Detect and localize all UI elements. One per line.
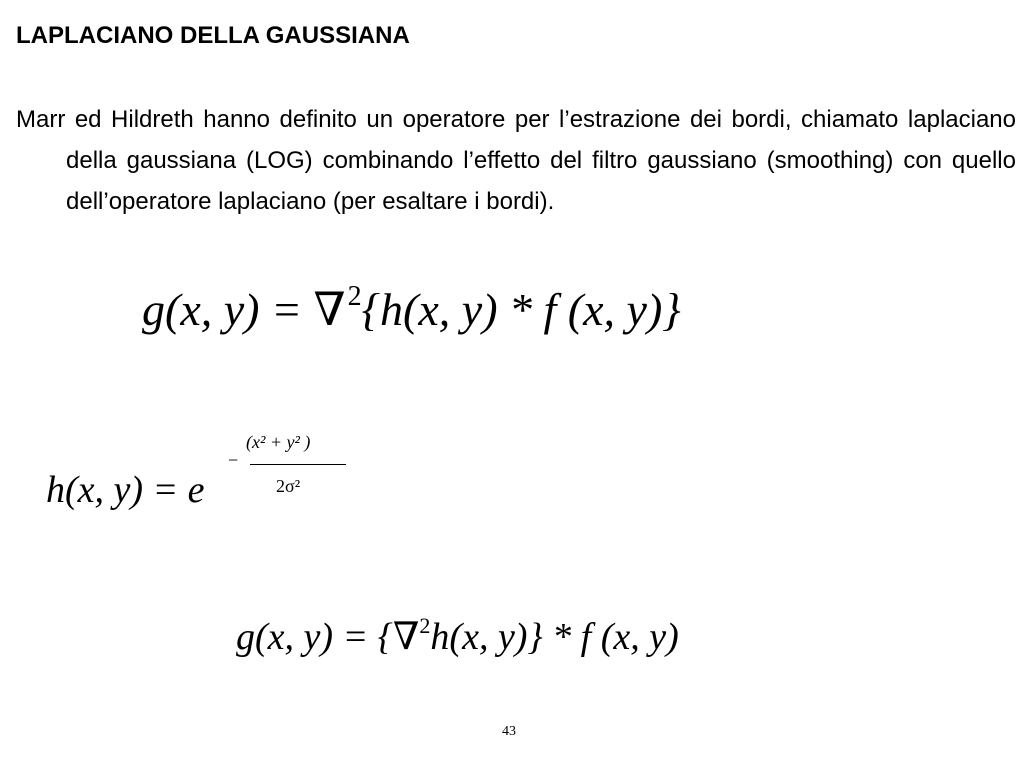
- equation-rhs: {h(x, y) * f (x, y)}: [361, 284, 681, 335]
- equation-lhs: g(x, y) = {∇: [236, 616, 420, 658]
- equation-lhs: h(x, y) = e: [46, 469, 205, 511]
- slide-title: LAPLACIANO DELLA GAUSSIANA: [16, 22, 410, 49]
- equation-power: 2: [347, 281, 362, 312]
- equation-log-definition: [142, 282, 681, 336]
- slide-body-text: Marr ed Hildreth hanno definito un operatore per l’estrazione dei bordi, chiamato laplaciano della gaussiana (LOG) combinando l’effetto del filtro gaussiano (smoothing) con quello dell’operatore laplaciano (per esaltare i bordi).: [16, 106, 1016, 215]
- equation-lhs: g(x, y) = ∇: [142, 284, 346, 335]
- equation-rhs: h(x, y)} * f (x, y): [430, 616, 679, 658]
- equation-power: 2: [419, 613, 431, 638]
- page-number: 43: [502, 724, 516, 739]
- exponent-minus: −: [228, 450, 239, 470]
- exponent-denominator: 2σ²: [276, 476, 301, 496]
- fraction-line: [250, 464, 346, 465]
- equation-log-equivalent: [236, 614, 679, 659]
- equation-gaussian: [46, 468, 205, 512]
- exponent-numerator: (x² + y² ): [246, 432, 311, 452]
